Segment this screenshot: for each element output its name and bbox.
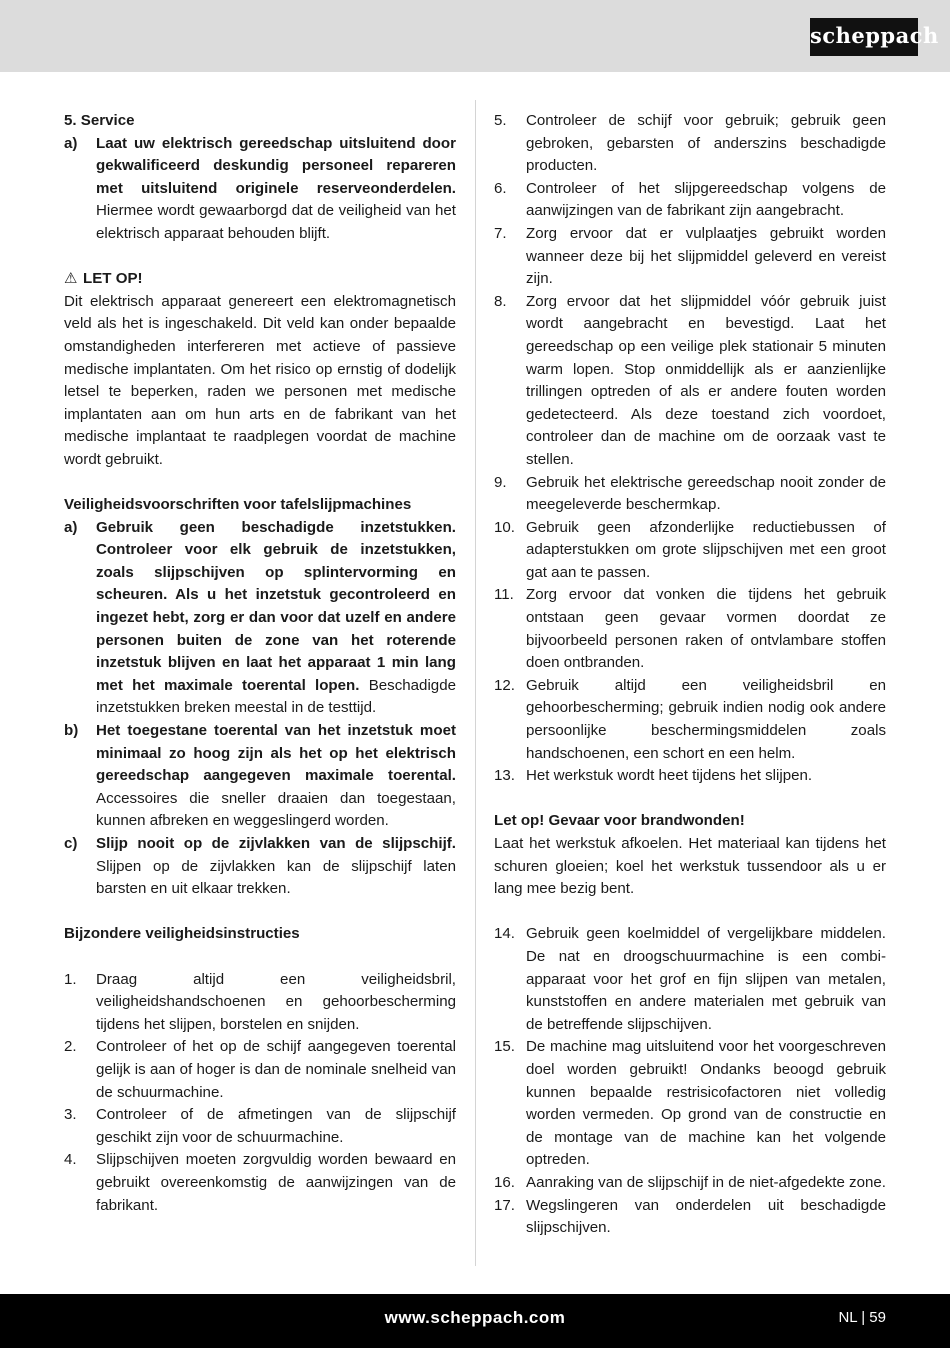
item-number: 14. [494,925,515,943]
list-item [494,223,886,291]
list-item [494,1172,886,1195]
list-item [494,291,886,472]
item-text: Gebruik altijd een veiligheidsbril en gehoorbescherming; gebruik indien nodig ook andere persoonlijke beschermingsmiddelen zoals handschoenen, een schort en een helm. [526,676,886,762]
item-number: 1. [64,970,77,988]
service-item-a [64,133,456,246]
item-bold-text: Laat uw elektrisch gereedschap uitsluitend door gekwalificeerd deskundig personeel repareren met uitsluitend originele reserveonderdelen. [96,134,456,197]
page-header [0,0,950,72]
item-number: 12. [494,676,515,694]
item-number: 4. [64,1151,77,1169]
page-footer [0,1294,950,1348]
item-text: Draag altijd een veiligheidsbril, veiligheidshandschoenen en gehoorbescherming tijdens het slijpen, borstelen en snijden. [96,970,456,1033]
item-text: Zorg ervoor dat het slijpmiddel vóór gebruik juist wordt aangebracht en bevestigd. Laat het gereedschap op een veilige plek stationair 5 minuten warm lopen. Stop onmiddellijk als er aanzienlijke trillingen optreden of als er andere fouten worden gedetecteerd. Als deze toestand zich voordoet, controleer dan de machine om de oorzaak vast te stellen. [526,292,886,468]
special-instructions-heading: Bijzondere veiligheidsinstructies [64,925,300,943]
item-text: Aanraking van de slijpschijf in de niet-afgedekte zone. [526,1173,886,1191]
item-label: a) [64,518,78,536]
scheppach-logo: scheppach [810,18,918,56]
list-item [64,1149,456,1217]
item-text: Wegslingeren van onderdelen uit beschadigde slijpschijven. [526,1196,886,1237]
item-bold-text: Het toegestane toerental van het inzetstuk moet minimaal zo hoog zijn als het op het elektrisch gereedschap aangegeven maximale toerental. [96,722,456,785]
list-item [494,584,886,674]
bench-item-c [64,833,456,901]
item-text: Controleer of het op de schijf aangegeven toerental gelijk is aan of hoger is dan de nominale snelheid van de schuurmachine. [96,1038,456,1101]
item-text [96,833,456,901]
left-column [64,110,456,1217]
item-bold-text: Gebruik geen beschadigde inzetstukken. Controleer voor elk gebruik de inzetstukken, zoals slijpschijven op splintervorming en scheuren. Als u het inzetstuk gecontroleerd en ingezet hebt, zorg er dan voor dat uzelf en andere personen buiten de zone van het roterende inzetstuk blijven en laat het apparaat 1 min lang met het maximale toerental lopen. [96,518,456,694]
column-divider [475,100,476,1266]
item-text: Zorg ervoor dat er vulplaatjes gebruikt worden wanneer deze bij het slijpmiddel geleverd en vereist zijn. [526,224,886,288]
item-number: 6. [494,179,507,197]
list-item [494,472,886,517]
item-text [96,517,456,720]
website-link[interactable]: www.scheppach.com [384,1308,566,1327]
item-text [96,133,456,246]
warning-text: Dit elektrisch apparaat genereert een elektromagnetisch veld als het is ingeschakeld. Dit veld kan onder bepaalde omstandigheden interfereren met actieve of passieve medische implantaten. Om het risico op ernstig of dodelijk letsel te beperken, raden we personen met medische implantaten aan om hun arts en de fabrikant van het medische implantaat te raadplegen voordat de machine wordt gebruikt. [64,292,456,468]
item-number: 15. [494,1038,515,1056]
item-text: Zorg ervoor dat vonken die tijdens het gebruik ontstaan geen gevaar vormen doordat ze bijvoorbeeld personen raken of ontvlambare stoffen doen ontbranden. [526,586,886,672]
item-number: 2. [64,1038,77,1056]
warning-triangle-icon: ⚠ [64,270,78,288]
item-normal-text: Hiermee wordt gewaarborgd dat de veiligheid van het elektrisch apparaat behouden blijft. [96,202,456,242]
item-text: Controleer of de afmetingen van de slijpschijf geschikt zijn voor de schuurmachine. [96,1106,456,1146]
item-text: Controleer of het slijpgereedschap volgens de aanwijzingen van de fabrikant zijn aangebracht. [526,179,886,220]
item-number: 10. [494,518,515,536]
bench-grinder-heading: Veiligheidsvoorschriften voor tafelslijpmachines [64,496,412,514]
item-number: 8. [494,292,507,310]
item-label: b) [64,722,79,740]
item-normal-text: Slijpen op de zijvlakken kan de slijpschijf laten barsten en uit elkaar trekken. [96,857,456,898]
item-number: 16. [494,1173,515,1191]
list-item [64,969,456,1037]
list-item [64,1104,456,1149]
item-normal-text: Accessoires die sneller draaien dan toegestaan, kunnen afbreken en weggeslingerd worden. [96,789,456,830]
item-number: 11. [494,586,514,604]
item-text: Controleer de schijf voor gebruik; gebruik geen gebroken, gebarsten of anderszins beschadigde producten. [526,112,886,175]
list-item [64,1036,456,1104]
right-column [494,110,886,1240]
warning-heading [64,268,456,291]
burn-warning-text: Laat het werkstuk afkoelen. Het materiaal kan tijdens het schuren gloeien; koel het werkstuk tussendoor als u er lang mee bezig bent. [494,835,886,898]
list-item [494,675,886,765]
list-item [494,1195,886,1240]
item-bold-text: Slijp nooit op de zijvlakken van de slijpschijf. [96,835,456,852]
list-item [494,110,886,178]
item-text [96,720,456,833]
item-number: 17. [494,1196,515,1214]
item-number: 13. [494,767,515,785]
list-item [494,178,886,223]
page-number: NL | 59 [838,1309,886,1326]
item-text: De machine mag uitsluitend voor het voorgeschreven doel worden gebruikt! Ondanks beoogd gebruik kunnen bepaalde restrisicofactoren niet volledig worden vermeden. Op grond van de constructie en de montage van de machine kan het volgende optreden. [526,1038,886,1169]
item-text: Het werkstuk wordt heet tijdens het slijpen. [526,767,813,785]
burn-warning-heading: Let op! Gevaar voor brandwonden! [494,812,745,830]
item-normal-text: Beschadigde inzetstukken breken meestal in de testtijd. [96,676,456,717]
warning-heading-text: LET OP! [83,270,143,288]
bench-item-a [64,517,456,720]
list-item [494,765,886,788]
item-number: 9. [494,473,507,491]
item-text: Slijpschijven moeten zorgvuldig worden bewaard en gebruikt overeenkomstig de aanwijzingen van de fabrikant. [96,1151,456,1214]
item-number: 5. [494,112,507,129]
item-number: 3. [64,1106,77,1124]
item-text: Gebruik geen afzonderlijke reductiebussen of adapterstukken om grote slijpschijven met een groot gat aan te passen. [526,518,886,581]
list-item [494,923,886,1036]
bench-item-b [64,720,456,833]
item-label: c) [64,835,78,852]
item-label: a) [64,134,78,152]
item-number: 7. [494,224,507,242]
item-text: Gebruik het elektrische gereedschap nooit zonder de meegeleverde beschermkap. [526,473,886,514]
item-text: Gebruik geen koelmiddel of vergelijkbare middelen. De nat en droogschuurmachine is een combi-apparaat voor het grof en fijn slijpen van metalen, kunststoffen en andere materialen met gebruik van de betreffende slijpschijven. [526,925,886,1033]
list-item [494,517,886,585]
list-item [494,1036,886,1172]
service-heading: 5. Service [64,112,135,129]
